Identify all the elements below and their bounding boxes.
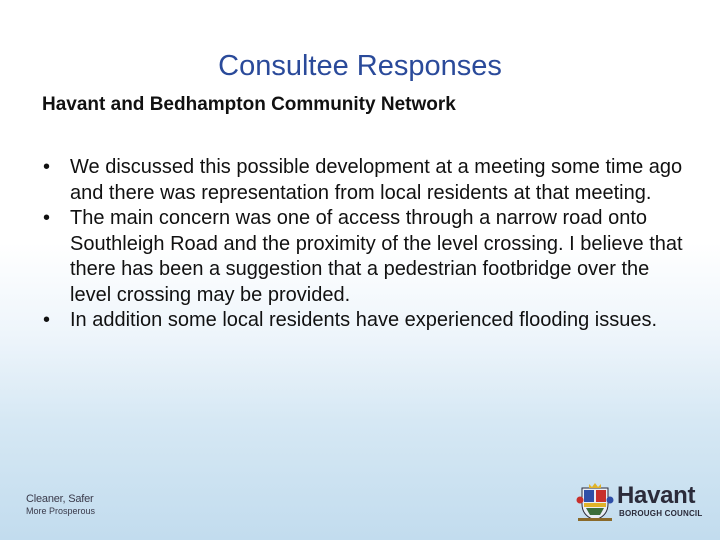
bullet-item	[43, 308, 683, 334]
bullet-dot-icon: •	[43, 207, 51, 229]
council-logo	[576, 478, 706, 524]
bullet-text: The main concern was one of access through a narrow road onto Southleigh Road and the proximity of the level crossing. I believe that there has been a suggestion that a pedestrian footbridge over the level crossing may be provided.	[70, 207, 683, 306]
bullet-text: We discussed this possible development at a meeting some time ago and there was representation from local residents at that meeting.	[70, 156, 683, 204]
logo-name: Havant	[617, 482, 696, 509]
tagline-line-2: More Prosperous	[26, 506, 96, 516]
slide-title: Consultee Responses	[218, 50, 502, 82]
bullet-item	[43, 155, 683, 206]
bullet-text: In addition some local residents have experienced flooding issues.	[70, 309, 658, 331]
bullet-dot-icon: •	[43, 156, 51, 178]
crest-icon	[576, 482, 614, 522]
footer-tagline	[26, 493, 95, 517]
slide-subtitle: Havant and Bedhampton Community Network	[42, 94, 456, 115]
logo-subtitle: BOROUGH COUNCIL	[619, 509, 703, 518]
bullet-list	[43, 155, 683, 334]
bullet-item	[43, 206, 683, 308]
bullet-dot-icon: •	[43, 309, 51, 331]
tagline-line-1: Cleaner, Safer	[26, 493, 94, 505]
